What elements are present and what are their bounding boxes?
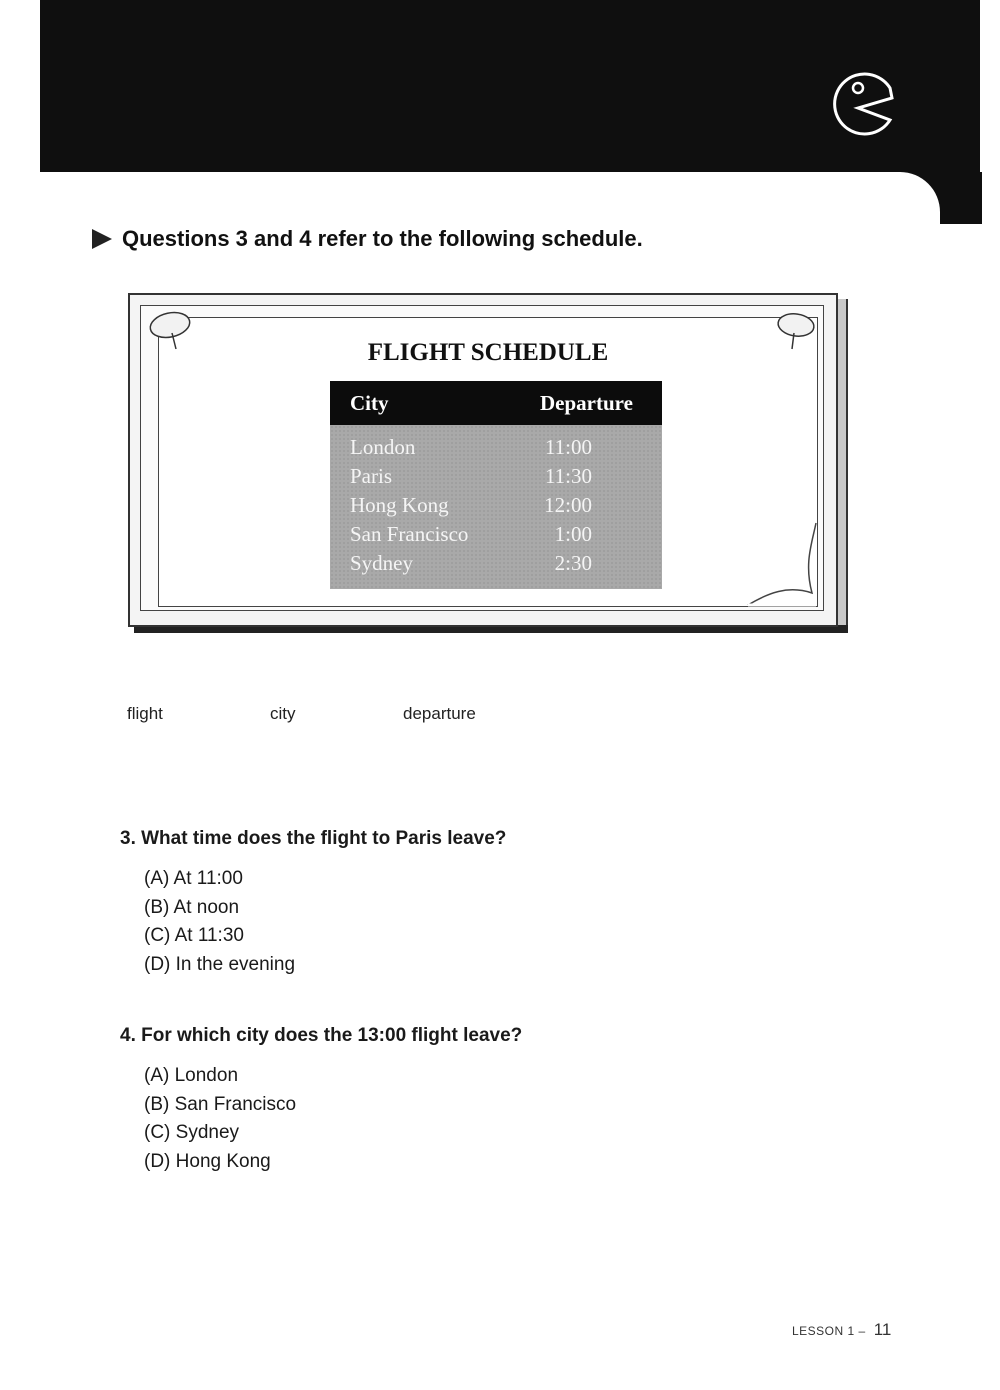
answer-option: (A) London xyxy=(144,1065,239,1086)
lesson-label: LESSON 1 – xyxy=(792,1324,866,1338)
schedule-title: FLIGHT SCHEDULE xyxy=(367,339,609,366)
cell-city: Hong Kong xyxy=(350,493,449,517)
answer-option: (B) At noon xyxy=(144,897,240,918)
vocab-word: city xyxy=(270,704,296,723)
triangle-bullet-icon xyxy=(92,229,112,249)
question-4: 4. For which city does the 13:00 flight leave? xyxy=(120,1025,523,1046)
cell-city: San Francisco xyxy=(350,522,469,546)
cell-departure: 11:00 xyxy=(544,435,592,459)
schedule-body xyxy=(330,425,662,589)
cell-departure: 2:30 xyxy=(554,551,592,575)
pacman-face-icon xyxy=(828,68,900,140)
table-row xyxy=(330,520,662,549)
cell-city: London xyxy=(350,435,416,459)
table-row xyxy=(330,433,662,462)
answer-option: (B) San Francisco xyxy=(144,1094,297,1115)
vocab-word: flight xyxy=(127,704,163,723)
cell-city: Sydney xyxy=(350,551,413,575)
header-tab-curve xyxy=(790,172,940,232)
column-header-city: City xyxy=(350,390,389,415)
cell-city: Paris xyxy=(350,464,392,488)
section-heading-text: Questions 3 and 4 refer to the following schedule. xyxy=(122,226,643,251)
answer-option: (D) In the evening xyxy=(144,954,296,975)
cell-departure: 12:00 xyxy=(544,493,592,517)
answer-option: (A) At 11:00 xyxy=(144,868,243,889)
answer-option: (C) At 11:30 xyxy=(144,925,244,946)
cell-departure: 11:30 xyxy=(544,464,592,488)
answer-option: (C) Sydney xyxy=(144,1122,240,1143)
cell-departure: 1:00 xyxy=(554,522,592,546)
answer-option: (D) Hong Kong xyxy=(144,1151,271,1172)
schedule-board xyxy=(128,293,848,637)
schedule-header-row xyxy=(330,381,662,425)
table-row xyxy=(330,462,662,491)
vocab-word: departure xyxy=(403,704,476,723)
page-footer xyxy=(792,1320,891,1340)
page-number: 11 xyxy=(873,1320,892,1339)
schedule-table xyxy=(330,381,662,589)
table-row xyxy=(330,491,662,520)
table-row xyxy=(330,549,662,578)
section-heading xyxy=(92,222,643,256)
column-header-departure: Departure xyxy=(540,390,633,415)
question-3: 3. What time does the flight to Paris leave? xyxy=(120,828,507,849)
